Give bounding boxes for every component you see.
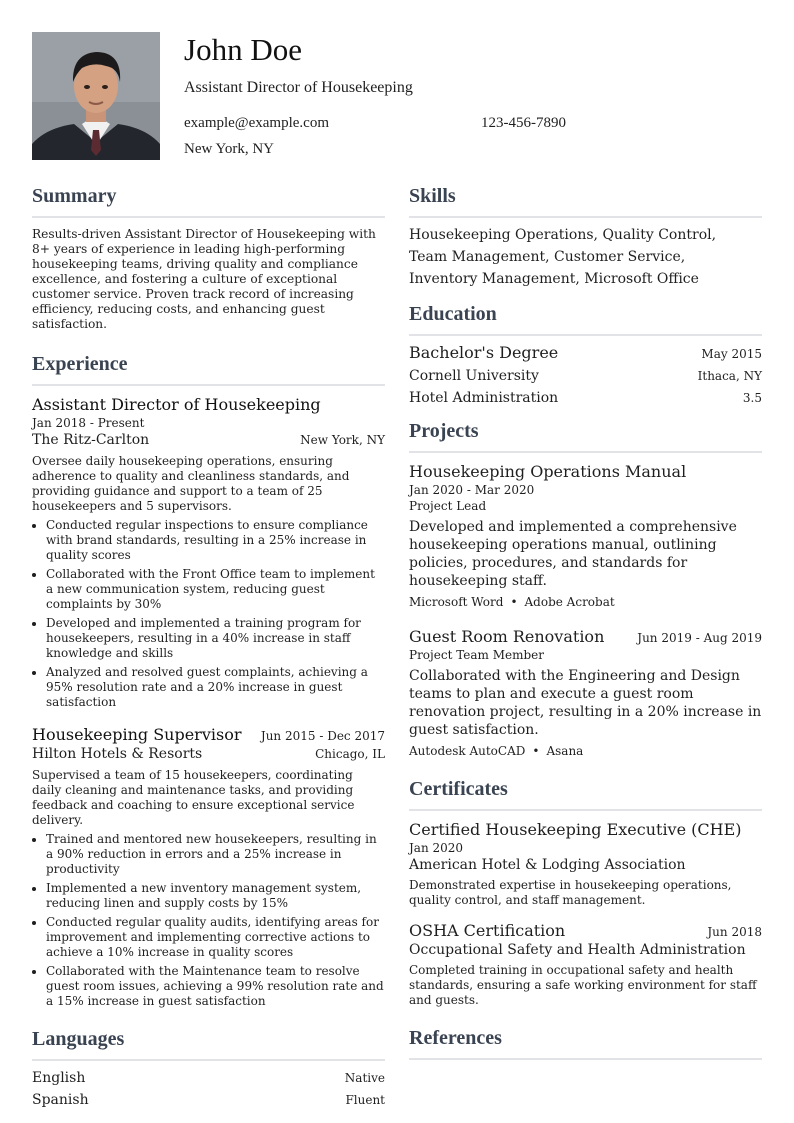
certificate-title: OSHA Certification (409, 921, 566, 940)
certificate-entry (409, 819, 762, 908)
certificate-date: Jan 2020 (409, 841, 464, 855)
tool-separator: • (510, 595, 518, 609)
certificate-title: Certified Housekeeping Executive (CHE) (409, 820, 742, 839)
project-tools (409, 594, 762, 610)
certificate-date: Jun 2018 (707, 925, 762, 939)
degree: Bachelor's Degree (409, 343, 559, 362)
candidate-name: John Doe (184, 32, 302, 67)
achievement-item: • Conducted regular inspections to ensure compliance with brand standards, resulting in a 25% increase in quality scores (46, 518, 385, 563)
job-location: New York, NY (300, 433, 385, 447)
job-company: The Ritz-Carlton (32, 432, 150, 448)
tool-tag: Asana (546, 744, 584, 758)
language-row (32, 1089, 385, 1111)
experience-heading: Experience (32, 352, 385, 386)
project-role: Project Lead (409, 499, 487, 513)
gpa: 3.5 (742, 391, 762, 405)
achievement-item: • Collaborated with the Maintenance team to resolve guest room issues, achieving a 99% resolution rate and a 15% increase in guest satisfaction (46, 964, 385, 1009)
job-achievements (32, 518, 385, 710)
right-column (409, 184, 762, 1060)
experience-job (32, 394, 385, 710)
job-achievements (32, 832, 385, 1009)
project-entry (409, 626, 762, 759)
contact-phone[interactable]: 123-456-7890 (481, 115, 566, 131)
job-dates: Jun 2015 - Dec 2017 (260, 729, 385, 743)
certificate-issuer: Occupational Safety and Health Administration (409, 942, 746, 958)
language-level: Native (344, 1071, 385, 1085)
achievement-item: • Conducted regular quality audits, identifying areas for improvement and implementing corrective actions to achieve a 10% increase in quality scores (46, 915, 385, 960)
achievement-item: • Implemented a new inventory management system, reducing linen and supply costs by 15% (46, 881, 385, 911)
achievement-item: • Analyzed and resolved guest complaints, achieving a 95% resolution rate and a 20% increase in guest satisfaction (46, 665, 385, 710)
education-heading: Education (409, 302, 762, 336)
job-company: Hilton Hotels & Resorts (32, 746, 203, 762)
skills-line: Team Management, Customer Service, (409, 249, 686, 265)
certificate-description: Demonstrated expertise in housekeeping operations, quality control, and staff management. (409, 878, 732, 907)
job-dates: Jan 2018 - Present (32, 416, 145, 430)
project-title: Guest Room Renovation (409, 627, 605, 646)
project-entry (409, 461, 762, 610)
graduation-date: May 2015 (701, 347, 762, 361)
project-role: Project Team Member (409, 648, 545, 662)
certificate-issuer: American Hotel & Lodging Association (409, 857, 686, 873)
achievement-item: • Developed and implemented a training program for housekeepers, resulting in a 40% increase in staff knowledge and skills (46, 616, 385, 661)
project-dates: Jan 2020 - Mar 2020 (409, 483, 535, 497)
tool-tag: Autodesk AutoCAD (409, 744, 526, 758)
certificate-description: Completed training in occupational safety and health standards, ensuring a safe working environment for staff and guests. (409, 963, 757, 1007)
skills-line: Inventory Management, Microsoft Office (409, 271, 699, 287)
job-title: Housekeeping Supervisor (32, 725, 242, 744)
certificates-heading: Certificates (409, 777, 762, 811)
job-description: Supervised a team of 15 housekeepers, coordinating daily cleaning and maintenance tasks, and providing feedback and coaching to ensure exceptional service delivery. (32, 768, 355, 827)
project-tools (409, 743, 762, 759)
school-name: Cornell University (409, 368, 539, 384)
summary-heading: Summary (32, 184, 385, 218)
project-dates: Jun 2019 - Aug 2019 (637, 631, 762, 645)
skills-list (409, 224, 762, 290)
languages-heading: Languages (32, 1027, 385, 1061)
left-column (32, 184, 385, 1111)
skills-line: Housekeeping Operations, Quality Control, (409, 227, 717, 243)
summary-text: Results-driven Assistant Director of Housekeeping with 8+ years of experience in leading high-performing housekeeping teams, driving quality and compliance excellence, and fostering a culture of exceptional customer service. Proven track record of increasing efficiency, reducing costs, and enhancing guest satisfaction. (32, 227, 376, 331)
languages-list (32, 1067, 385, 1111)
experience-job (32, 724, 385, 1009)
tool-separator: • (532, 744, 540, 758)
profile-photo (32, 32, 160, 160)
references-heading: References (409, 1026, 762, 1060)
contact-location: New York, NY (184, 141, 275, 157)
language-level: Fluent (345, 1093, 385, 1107)
language-name: English (32, 1070, 86, 1086)
contact-email[interactable]: example@example.com (184, 115, 330, 131)
tool-tag: Microsoft Word (409, 595, 504, 609)
tool-tag: Adobe Acrobat (524, 595, 615, 609)
candidate-title: Assistant Director of Housekeeping (184, 79, 413, 96)
skills-heading: Skills (409, 184, 762, 218)
school-location: Ithaca, NY (697, 369, 762, 383)
job-description: Oversee daily housekeeping operations, ensuring adherence to quality and cleanliness standards, and providing guidance and support to a team of 25 housekeepers and 5 supervisors. (32, 454, 350, 513)
project-description: Developed and implemented a comprehensive housekeeping operations manual, outlining policies, procedures, and standards for housekeeping staff. (409, 519, 737, 589)
achievement-item: • Collaborated with the Front Office team to implement a new communication system, reducing guest complaints by 30% (46, 567, 385, 612)
project-title: Housekeeping Operations Manual (409, 462, 687, 481)
projects-heading: Projects (409, 419, 762, 453)
achievement-item: • Trained and mentored new housekeepers, resulting in a 90% reduction in errors and a 25% increase in productivity (46, 832, 385, 877)
project-description: Collaborated with the Engineering and Design teams to plan and execute a guest room renovation project, resulting in a 20% increase in guest satisfaction. (409, 668, 762, 738)
education-entry (409, 342, 762, 409)
job-location: Chicago, IL (315, 747, 385, 761)
job-title: Assistant Director of Housekeeping (32, 395, 321, 414)
field-of-study: Hotel Administration (409, 390, 559, 406)
language-name: Spanish (32, 1092, 89, 1108)
profile-photo-portrait (32, 32, 160, 160)
certificate-entry (409, 920, 762, 1008)
language-row (32, 1067, 385, 1089)
